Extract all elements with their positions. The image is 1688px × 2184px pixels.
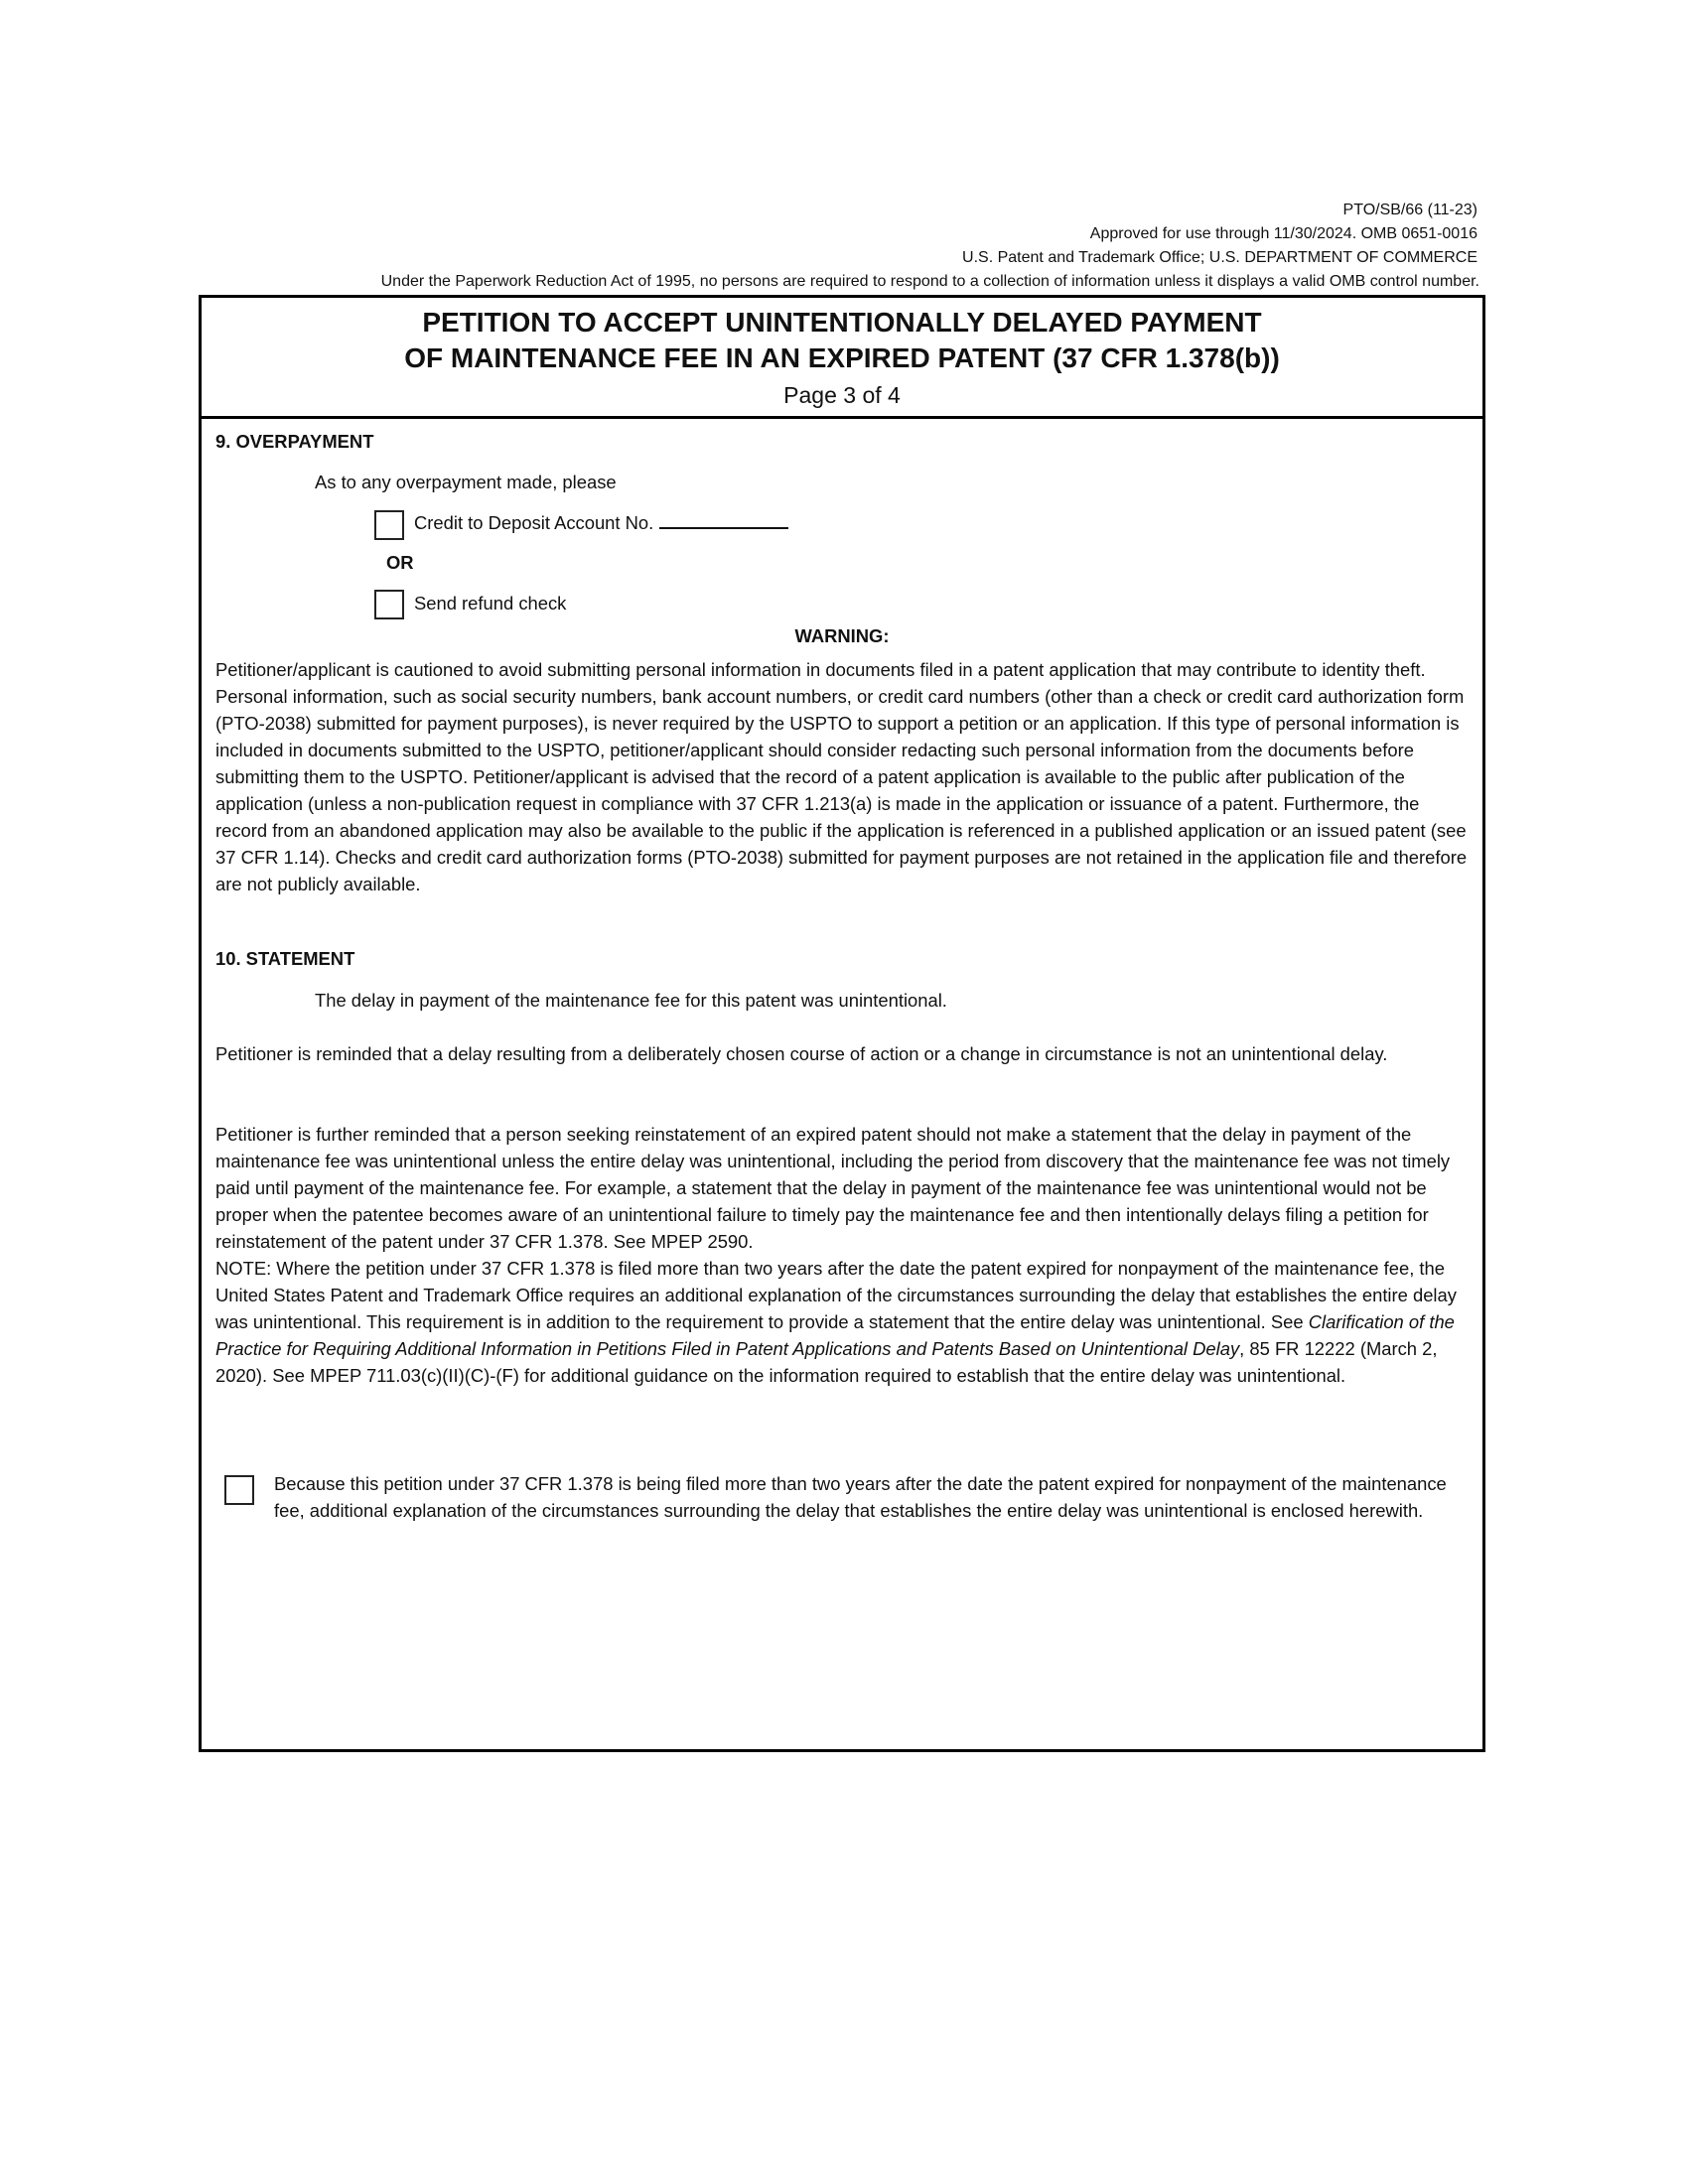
overpayment-heading: 9. OVERPAYMENT — [215, 431, 374, 452]
statement-reminder-2: Petitioner is further reminded that a person seeking reinstatement of an expired patent should not make a statement that the delay in payment of the maintenance fee was unintentional unless the entire delay was unintentional, including the period from discovery that the maintenance fee was not timely paid until payment of the maintenance fee. For example, a statement that the delay in payment of the maintenance fee was unintentional would not be proper when the patentee becomes aware of an unintentional failure to timely pay the maintenance fee and then intentionally delays filing a petition for reinstatement of the patent under 37 CFR 1.378. See MPEP 2590. — [215, 1124, 1451, 1252]
title-box — [202, 298, 1482, 419]
statement-note — [215, 1255, 1475, 1389]
credit-deposit-checkbox[interactable] — [374, 510, 404, 540]
form-id: PTO/SB/66 (11-23) — [1342, 202, 1477, 218]
note-text-b: , 85 FR 12222 (March 2, 2020). See MPEP 711.03(c)(II)(C)-(F) for additional guidance on the information required to establish that the entire delay was unintentional. — [215, 1338, 1438, 1386]
note-citation-title: Clarification of the Practice for Requiring Additional Information in Petitions Filed in Patent Applications and Patents Based on Unintentional Delay — [215, 1311, 1455, 1359]
refund-check-label: Send refund check — [414, 593, 567, 614]
office-name: U.S. Patent and Trademark Office; U.S. DEPARTMENT OF COMMERCE — [962, 249, 1477, 266]
warning-body: Petitioner/applicant is cautioned to avoid submitting personal information in documents filed in a patent application that may contribute to identity theft. Personal information, such as social security numbers, bank account numbers, or credit card numbers (other than a check or credit card authorization form (PTO-2038) submitted for payment purposes), is never required by the USPTO to support a petition or an application. If this type of personal information is included in documents submitted to the USPTO, petitioner/applicant should consider redacting such personal information from the documents before submitting them to the USPTO. Petitioner/applicant is advised that the record of a patent application is available to the public after publication of the application (unless a non-publication request in compliance with 37 CFR 1.213(a) is made in the application or issuance of a patent. Furthermore, the record from an abandoned application may also be available to the public if the application is referenced in a published application or an issued patent (see 37 CFR 1.14). Checks and credit card authorization forms (PTO-2038) submitted for payment purposes are not retained in the application file and therefore are not publicly available. — [215, 659, 1468, 894]
note-text-a: NOTE: Where the petition under 37 CFR 1.378 is filed more than two years after the date the patent expired for nonpayment of the maintenance fee, the United States Patent and Trademark Office requires an additional explanation of the circumstances surrounding the delay that establishes the entire delay was unintentional. This requirement is in addition to the requirement to provide a statement that the entire delay was unintentional. See — [215, 1258, 1457, 1332]
statement-declaration: The delay in payment of the maintenance fee for this patent was unintentional. — [315, 990, 947, 1011]
additional-explanation-checkbox[interactable] — [224, 1475, 254, 1505]
form-frame — [199, 295, 1485, 1752]
page-number: Page 3 of 4 — [783, 382, 901, 408]
or-label: OR — [386, 552, 414, 573]
overpayment-intro: As to any overpayment made, please — [315, 472, 617, 492]
deposit-account-field[interactable] — [659, 509, 788, 529]
additional-explanation-label: Because this petition under 37 CFR 1.378 is being filed more than two years after the date the patent expired for nonpayment of the maintenance fee, additional explanation of the circumstances surrounding the delay that establishes the entire delay was unintentional is enclosed herewith. — [274, 1473, 1447, 1521]
paperwork-notice: Under the Paperwork Reduction Act of 1995, no persons are required to respond to a collection of information unless it displays a valid OMB control number. — [380, 273, 1479, 290]
warning-heading: WARNING: — [794, 625, 890, 646]
form-title-line2: OF MAINTENANCE FEE IN AN EXPIRED PATENT (37 CFR 1.378(b)) — [404, 342, 1280, 373]
refund-check-checkbox[interactable] — [374, 590, 404, 619]
form-title-line1: PETITION TO ACCEPT UNINTENTIONALLY DELAYED PAYMENT — [422, 307, 1262, 338]
statement-reminder-1: Petitioner is reminded that a delay resulting from a deliberately chosen course of action or a change in circumstance is not an unintentional delay. — [215, 1043, 1388, 1064]
statement-heading: 10. STATEMENT — [215, 948, 355, 969]
credit-deposit-option — [414, 509, 788, 536]
approval-notice: Approved for use through 11/30/2024. OMB 0651-0016 — [1089, 225, 1477, 242]
credit-deposit-label: Credit to Deposit Account No. — [414, 512, 654, 533]
